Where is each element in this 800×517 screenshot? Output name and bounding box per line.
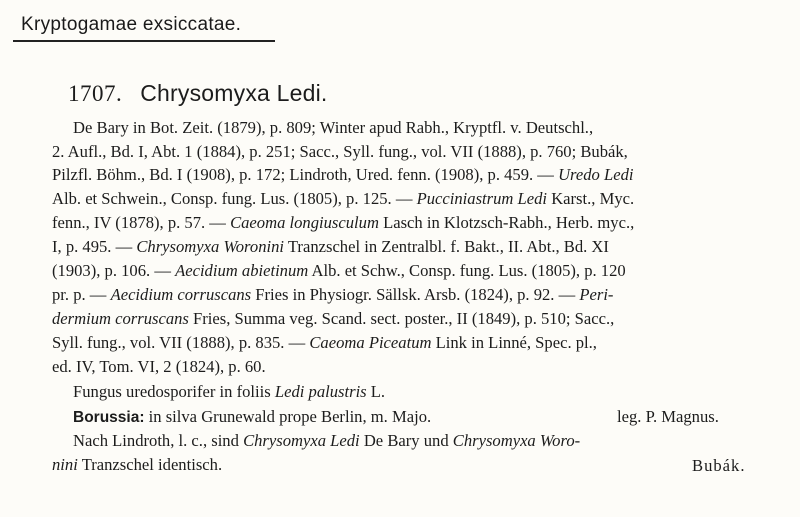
description-line: Fungus uredosporifer in foliis Ledi palustris L.: [73, 382, 386, 401]
note-line-2: nini Tranzschel identisch.: [52, 455, 223, 474]
citation-line-4: Alb. et Schwein., Consp. fung. Lus. (1805), p. 125. — Pucciniastrum Ledi Karst., Myc.: [52, 189, 635, 208]
citation-line-5: fenn., IV (1878), p. 57. — Caeoma longiusculum Lasch in Klotzsch-Rabh., Herb. myc.,: [52, 213, 635, 232]
entry-number: 1707.: [68, 81, 123, 106]
note-line-1: Nach Lindroth, l. c., sind Chrysomyxa Ledi De Bary und Chrysomyxa Woro-: [73, 431, 581, 450]
author-signature: Bubák.: [692, 456, 746, 475]
collection-header: Kryptogamae exsiccatae.: [21, 14, 242, 35]
citation-line-10: Syll. fung., vol. VII (1888), p. 835. — Caeoma Piceatum Link in Linné, Spec. pl.,: [52, 333, 597, 352]
citation-line-1: De Bary in Bot. Zeit. (1879), p. 809; Winter apud Rabh., Kryptfl. v. Deutschl.,: [73, 118, 594, 137]
citation-line-9: dermium corruscans Fries, Summa veg. Scand. sect. poster., II (1849), p. 510; Sacc.,: [52, 309, 615, 328]
locality-line: Borussia: in silva Grunewald prope Berlin, m. Majo.: [73, 407, 432, 426]
citation-line-8: pr. p. — Aecidium corruscans Fries in Physiogr. Sällsk. Arsb. (1824), p. 92. — Peri-: [52, 285, 614, 304]
header-underline: [13, 40, 275, 42]
collector-credit: leg. P. Magnus.: [617, 407, 719, 426]
citation-line-6: I, p. 495. — Chrysomyxa Woronini Tranzschel in Zentralbl. f. Bakt., II. Abt., Bd. XI: [52, 237, 609, 256]
species-name: Chrysomyxa Ledi.: [140, 80, 328, 106]
entry-title: [68, 80, 328, 107]
citation-line-7: (1903), p. 106. — Aecidium abietinum Alb. et Schw., Consp. fung. Lus. (1805), p. 120: [52, 261, 626, 280]
citation-line-3: Pilzfl. Böhm., Bd. I (1908), p. 172; Lindroth, Ured. fenn. (1908), p. 459. — Uredo Ledi: [52, 165, 634, 184]
citation-line-11: ed. IV, Tom. VI, 2 (1824), p. 60.: [52, 357, 266, 376]
citation-line-2: 2. Aufl., Bd. I, Abt. 1 (1884), p. 251; Sacc., Syll. fung., vol. VII (1888), p. 760; Bubák,: [52, 142, 628, 161]
locality-region: Borussia:: [73, 409, 145, 426]
